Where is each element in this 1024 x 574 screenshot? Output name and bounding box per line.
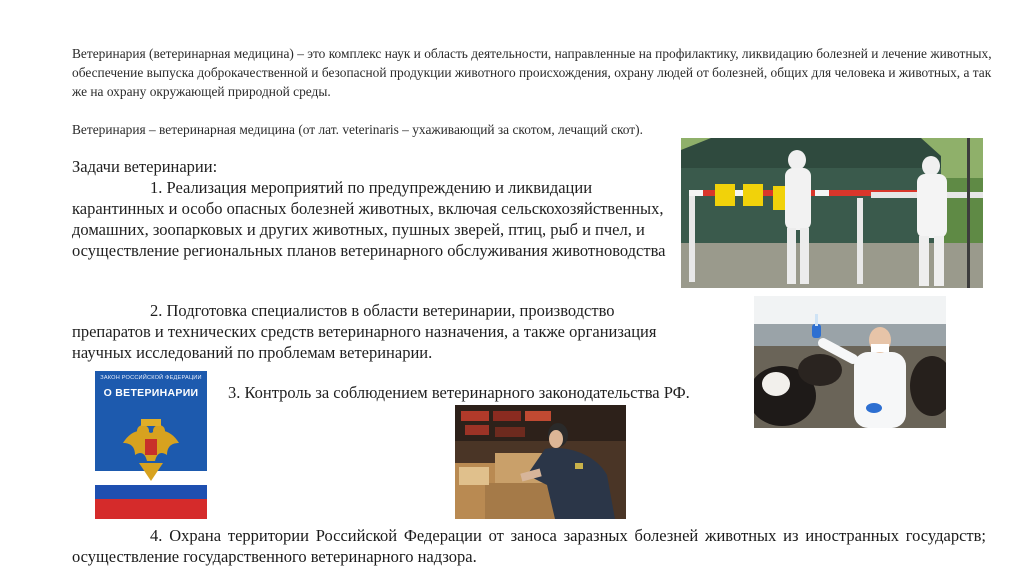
inspection-photo (455, 405, 626, 519)
book-title: О ВЕТЕРИНАРИИ (103, 387, 199, 399)
task-item-4: 4. Охрана территории Российской Федерации от заноса заразных болезней животных из иностранных государств; осуществление государственного ветеринарного надзора. (72, 526, 986, 566)
tasks-heading: Задачи ветеринарии: (72, 157, 218, 176)
intro-text (72, 44, 1000, 139)
quarantine-photo (681, 138, 983, 288)
task-item-1: 1. Реализация мероприятий по предупреждению и ликвидации карантинных и особо опасных болезней животных, включая сельскохозяйственных, домашних, зоопарковых и других животных, пушных зверей, птиц, рыб и пчел, и осуществление региональных планов ветеринарного обслуживания животноводства (72, 178, 666, 260)
intro-paragraph-definition: Ветеринария (ветеринарная медицина) – это комплекс наук и область деятельности, направленные на профилактику, ликвидацию болезней и лечение животных, обеспечение выпуска доброкачественной и безопасной продукции животного происхождения, охрану людей от болезней, общих для человека и животных, а так же на охрану окружающей природной среды. (72, 46, 992, 99)
task-item-2: 2. Подготовка специалистов в области ветеринарии, производство препаратов и технических средств ветеринарного назначения, а также организация научных исследований по проблемам ветеринарии. (72, 301, 657, 362)
book-series-text: ЗАКОН РОССИЙСКОЙ ФЕДЕРАЦИИ (100, 375, 202, 381)
task-item-3: 3. Контроль за соблюдением ветеринарного законодательства РФ. (228, 383, 690, 402)
veterinarian-photo (754, 296, 946, 428)
intro-paragraph-etymology: Ветеринария – ветеринарная медицина (от лат. veterinaris – ухаживающий за скотом, лечащий скот). (72, 122, 643, 137)
law-book-cover (95, 371, 207, 519)
